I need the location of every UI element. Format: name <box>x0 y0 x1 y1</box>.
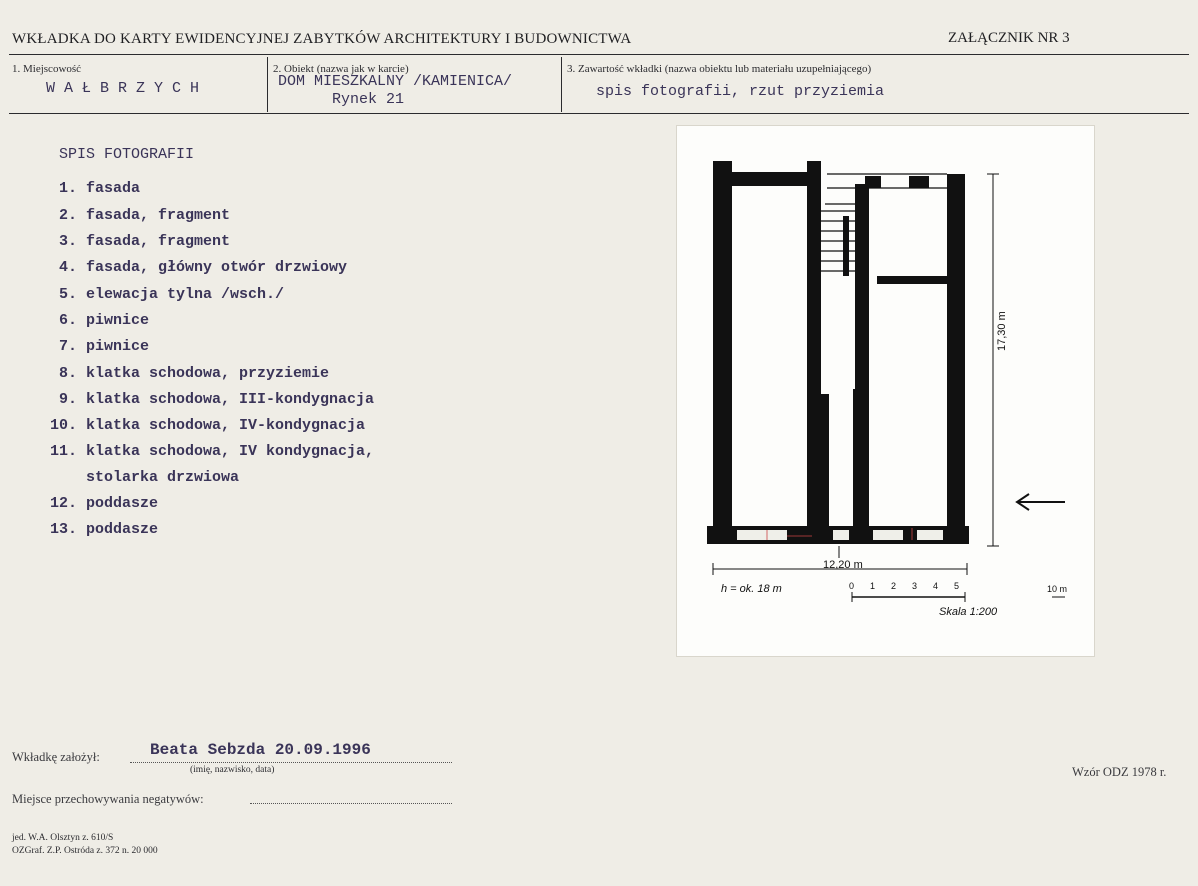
photo-list-item: 9. klatka schodowa, III-kondygnacja <box>50 391 375 408</box>
photo-list-item: 6. piwnice <box>50 312 150 329</box>
annex-number: ZAŁĄCZNIK NR 3 <box>948 30 1070 46</box>
print-info-1: jed. W.A. Olsztyn z. 610/S <box>12 833 114 843</box>
field-divider-1 <box>267 57 268 112</box>
scale-end-label: 10 m <box>1047 584 1068 594</box>
scale-label: Skala 1:200 <box>939 606 998 618</box>
photo-list-item: 11. klatka schodowa, IV kondygnacja, <box>50 443 375 460</box>
photo-list-item: stolarka drzwiowa <box>50 469 240 486</box>
photo-list-item: 2. fasada, fragment <box>50 207 231 224</box>
storage-label: Miejsce przechowywania negatywów: <box>12 792 204 806</box>
scale-tick-4: 4 <box>933 581 939 591</box>
scale-tick-2: 2 <box>891 581 897 591</box>
fields-divider <box>9 113 1189 114</box>
photo-list-item: 3. fasada, fragment <box>50 233 231 250</box>
floor-plan-drawing <box>677 126 1094 656</box>
floor-plan-photo <box>676 125 1095 657</box>
scale-tick-0: 0 <box>849 581 855 591</box>
object-value-line1: DOM MIESZKALNY /KAMIENICA/ <box>278 73 513 90</box>
plan-depth-label: 17,30 m <box>996 311 1008 351</box>
photo-list-item: 7. piwnice <box>50 338 150 355</box>
founder-line <box>130 762 452 763</box>
plan-height-note: h = ok. 18 m <box>721 583 782 595</box>
photo-list-item: 13. poddasze <box>50 521 159 538</box>
content-value: spis fotografii, rzut przyziemia <box>596 83 885 100</box>
scale-tick-5: 5 <box>954 581 960 591</box>
photo-list-item: 12. poddasze <box>50 495 159 512</box>
print-info-2: OZGraf. Z.P. Ostróda z. 372 n. 20 000 <box>12 846 158 856</box>
content-label: 3. Zawartość wkładki (nazwa obiektu lub materiału uzupełniającego) <box>567 63 872 75</box>
object-label: 2. Obiekt (nazwa jak w karcie) <box>273 63 409 75</box>
plan-width-label: 12,20 m <box>823 559 863 571</box>
field-divider-2 <box>561 57 562 112</box>
photo-list-item: 8. klatka schodowa, przyziemie <box>50 365 330 382</box>
founder-label: Wkładkę założył: <box>12 750 100 764</box>
photo-list-title: SPIS FOTOGRAFII <box>59 146 195 163</box>
scale-tick-1: 1 <box>870 581 876 591</box>
scale-tick-3: 3 <box>912 581 918 591</box>
founder-hint: (imię, nazwisko, data) <box>190 765 275 775</box>
photo-list-item: 4. fasada, główny otwór drzwiowy <box>50 259 348 276</box>
photo-list-item: 1. fasada <box>50 180 141 197</box>
form-title: WKŁADKA DO KARTY EWIDENCYJNEJ ZABYTKÓW ARCHITEKTURY I BUDOWNICTWA <box>12 31 632 47</box>
header-divider <box>9 54 1189 55</box>
form-model: Wzór ODZ 1978 r. <box>1072 765 1167 779</box>
object-value-line2: Rynek 21 <box>332 91 405 108</box>
photo-list-item: 5. elewacja tylna /wsch./ <box>50 286 285 303</box>
founder-value: Beata Sebzda 20.09.1996 <box>150 741 371 759</box>
place-label: 1. Miejscowość <box>12 63 82 75</box>
place-value: WAŁBRZYCH <box>46 80 209 97</box>
storage-line <box>250 803 452 804</box>
photo-list-item: 10. klatka schodowa, IV-kondygnacja <box>50 417 366 434</box>
